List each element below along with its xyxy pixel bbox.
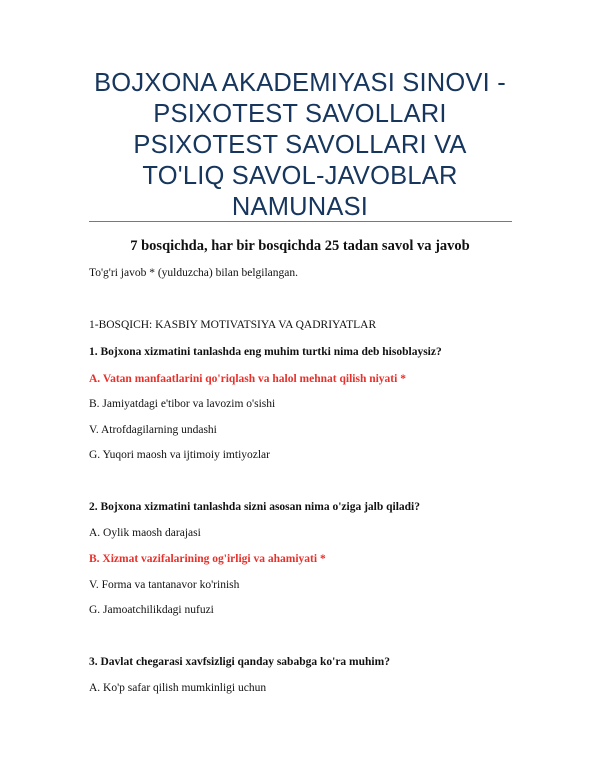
title-line: NAMUNASI	[231, 193, 369, 221]
title-divider	[89, 221, 512, 222]
title-line: PSIXOTEST SAVOLLARI	[153, 100, 447, 128]
answer-option: V. Atrofdagilarning undashi	[89, 424, 217, 436]
answer-option: A. Oylik maosh darajasi	[89, 527, 201, 539]
answer-option-correct: B. Xizmat vazifalarining og'irligi va ahamiyati *	[89, 553, 326, 565]
answer-option: B. Jamiyatdagi e'tibor va lavozim o'sishi	[89, 398, 276, 410]
answer-option-correct: A. Vatan manfaatlarini qo'riqlash va halol mehnat qilish niyati *	[89, 373, 406, 385]
section-heading: 1-BOSQICH: KASBIY MOTIVATSIYA VA QADRIYATLAR	[89, 319, 377, 331]
question-text: 3. Davlat chegarasi xavfsizligi qanday sababga ko'ra muhim?	[89, 656, 390, 668]
title-line: TO'LIQ SAVOL-JAVOBLAR	[142, 162, 458, 190]
document-title	[80, 68, 520, 223]
question-text: 1. Bojxona xizmatini tanlashda eng muhim turtki nima deb hisoblaysiz?	[89, 346, 442, 358]
document-subtitle: 7 bosqichda, har bir bosqichda 25 tadan savol va javob	[130, 238, 470, 254]
answer-option: A. Ko'p safar qilish mumkinligi uchun	[89, 682, 267, 694]
answer-option: G. Jamoatchilikdagi nufuzi	[89, 604, 214, 616]
answer-option: G. Yuqori maosh va ijtimoiy imtiyozlar	[89, 449, 270, 461]
answer-option: V. Forma va tantanavor ko'rinish	[89, 579, 240, 591]
legend-note: To'g'ri javob * (yulduzcha) bilan belgilangan.	[89, 267, 298, 279]
title-line: BOJXONA AKADEMIYASI SINOVI -	[94, 69, 506, 97]
title-line: PSIXOTEST SAVOLLARI VA	[133, 131, 467, 159]
question-text: 2. Bojxona xizmatini tanlashda sizni asosan nima o'ziga jalb qiladi?	[89, 501, 421, 513]
